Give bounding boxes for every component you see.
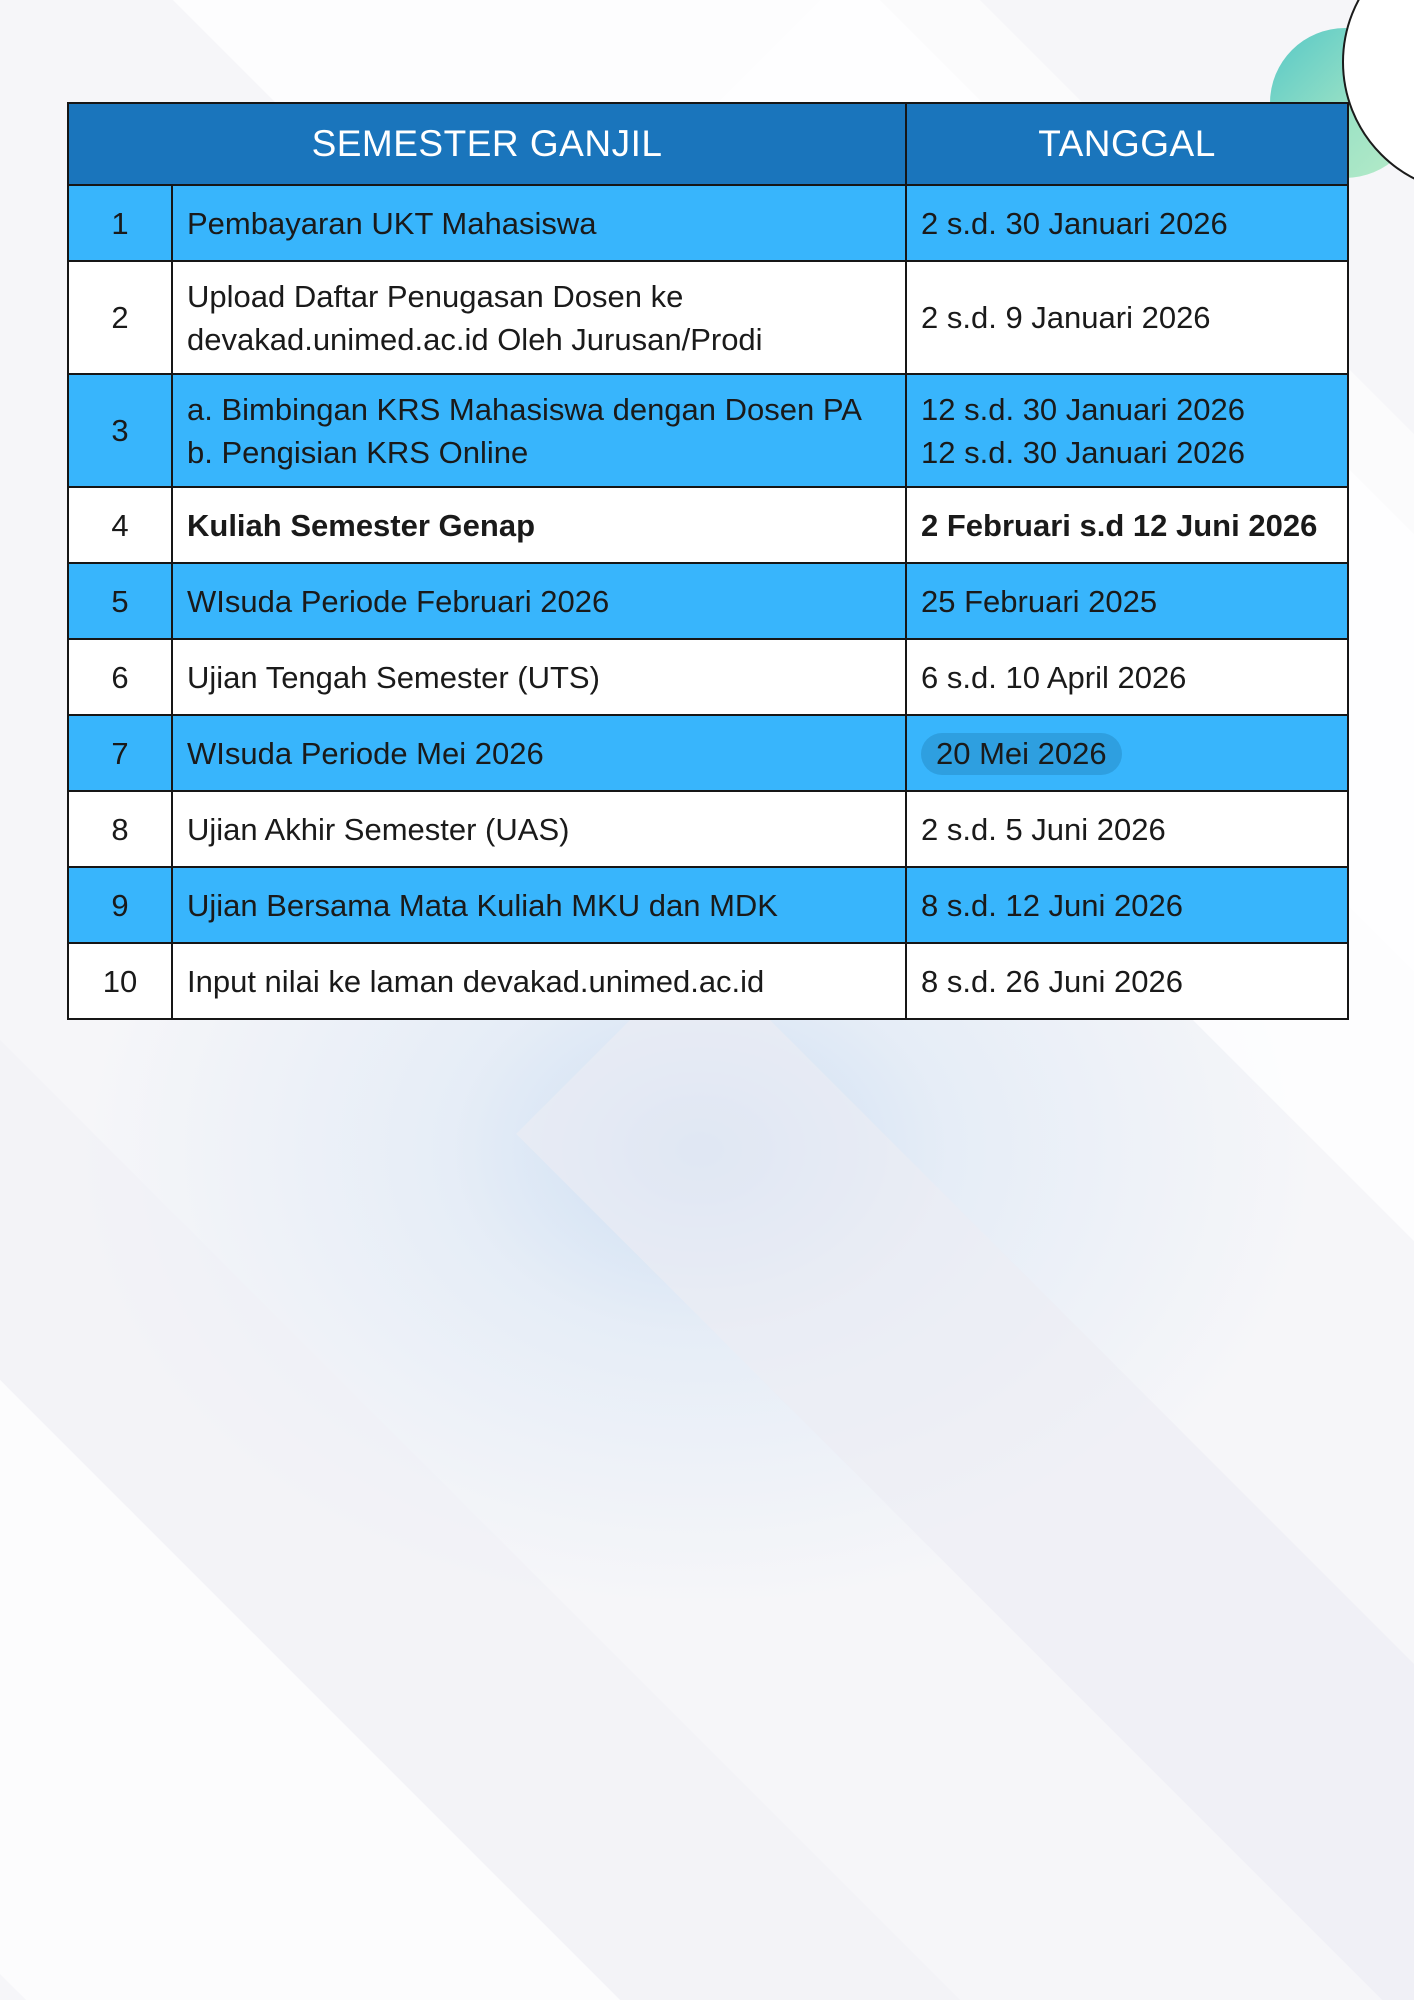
table-row — [68, 261, 1348, 374]
row-activity — [172, 374, 906, 487]
activity-text: devakad.unimed.ac.id Oleh Jurusan/Prodi — [187, 321, 763, 357]
activity-text: Ujian Tengah Semester (UTS) — [187, 659, 600, 695]
date-text: 8 s.d. 26 Juni 2026 — [921, 963, 1183, 999]
row-date — [906, 867, 1348, 943]
table-row — [68, 943, 1348, 1019]
row-number: 9 — [68, 867, 172, 943]
row-number: 3 — [68, 374, 172, 487]
date-text: 2 Februari s.d 12 Juni 2026 — [921, 507, 1318, 543]
activity-text: WIsuda Periode Mei 2026 — [187, 735, 544, 771]
row-number: 6 — [68, 639, 172, 715]
row-date — [906, 943, 1348, 1019]
date-text: 12 s.d. 30 Januari 2026 — [921, 391, 1246, 427]
date-text: 25 Februari 2025 — [921, 583, 1158, 619]
date-text: 2 s.d. 30 Januari 2026 — [921, 205, 1228, 241]
activity-text: WIsuda Periode Februari 2026 — [187, 583, 610, 619]
row-date — [906, 487, 1348, 563]
row-number: 7 — [68, 715, 172, 791]
activity-text: Upload Daftar Penugasan Dosen ke — [187, 278, 684, 314]
date-text: 12 s.d. 30 Januari 2026 — [921, 434, 1246, 470]
column-header-activity: SEMESTER GANJIL — [68, 103, 906, 185]
date-text: 2 s.d. 9 Januari 2026 — [921, 300, 1211, 335]
row-number: 8 — [68, 791, 172, 867]
table-row — [68, 867, 1348, 943]
row-activity — [172, 563, 906, 639]
row-date — [906, 374, 1348, 487]
row-activity — [172, 261, 906, 374]
activity-text: Ujian Bersama Mata Kuliah MKU dan MDK — [187, 887, 778, 923]
academic-calendar-table — [67, 102, 1349, 1020]
table-header-row — [68, 103, 1348, 185]
row-activity — [172, 791, 906, 867]
row-date — [906, 563, 1348, 639]
row-date — [906, 261, 1348, 374]
row-date — [906, 185, 1348, 261]
row-date — [906, 791, 1348, 867]
table-row — [68, 374, 1348, 487]
row-activity — [172, 185, 906, 261]
date-text: 2 s.d. 5 Juni 2026 — [921, 811, 1166, 847]
activity-text: b. Pengisian KRS Online — [187, 434, 529, 470]
activity-text: a. Bimbingan KRS Mahasiswa dengan Dosen PA — [187, 391, 862, 427]
activity-text: Input nilai ke laman devakad.unimed.ac.id — [187, 963, 765, 999]
date-text: 6 s.d. 10 April 2026 — [921, 659, 1187, 695]
row-activity — [172, 943, 906, 1019]
table-row — [68, 639, 1348, 715]
column-header-date: TANGGAL — [906, 103, 1348, 185]
row-date — [906, 639, 1348, 715]
row-date — [906, 715, 1348, 791]
row-activity — [172, 639, 906, 715]
activity-text: Ujian Akhir Semester (UAS) — [187, 811, 570, 847]
table-row — [68, 563, 1348, 639]
date-highlight: 20 Mei 2026 — [921, 733, 1122, 775]
row-number: 1 — [68, 185, 172, 261]
row-activity — [172, 867, 906, 943]
row-number: 10 — [68, 943, 172, 1019]
row-number: 5 — [68, 563, 172, 639]
table-row — [68, 715, 1348, 791]
activity-text: Kuliah Semester Genap — [187, 507, 536, 543]
table-row — [68, 487, 1348, 563]
row-number: 2 — [68, 261, 172, 374]
date-text: 8 s.d. 12 Juni 2026 — [921, 887, 1183, 923]
activity-text: Pembayaran UKT Mahasiswa — [187, 205, 597, 241]
row-activity — [172, 487, 906, 563]
row-number: 4 — [68, 487, 172, 563]
row-activity — [172, 715, 906, 791]
table-row — [68, 791, 1348, 867]
table-row — [68, 185, 1348, 261]
